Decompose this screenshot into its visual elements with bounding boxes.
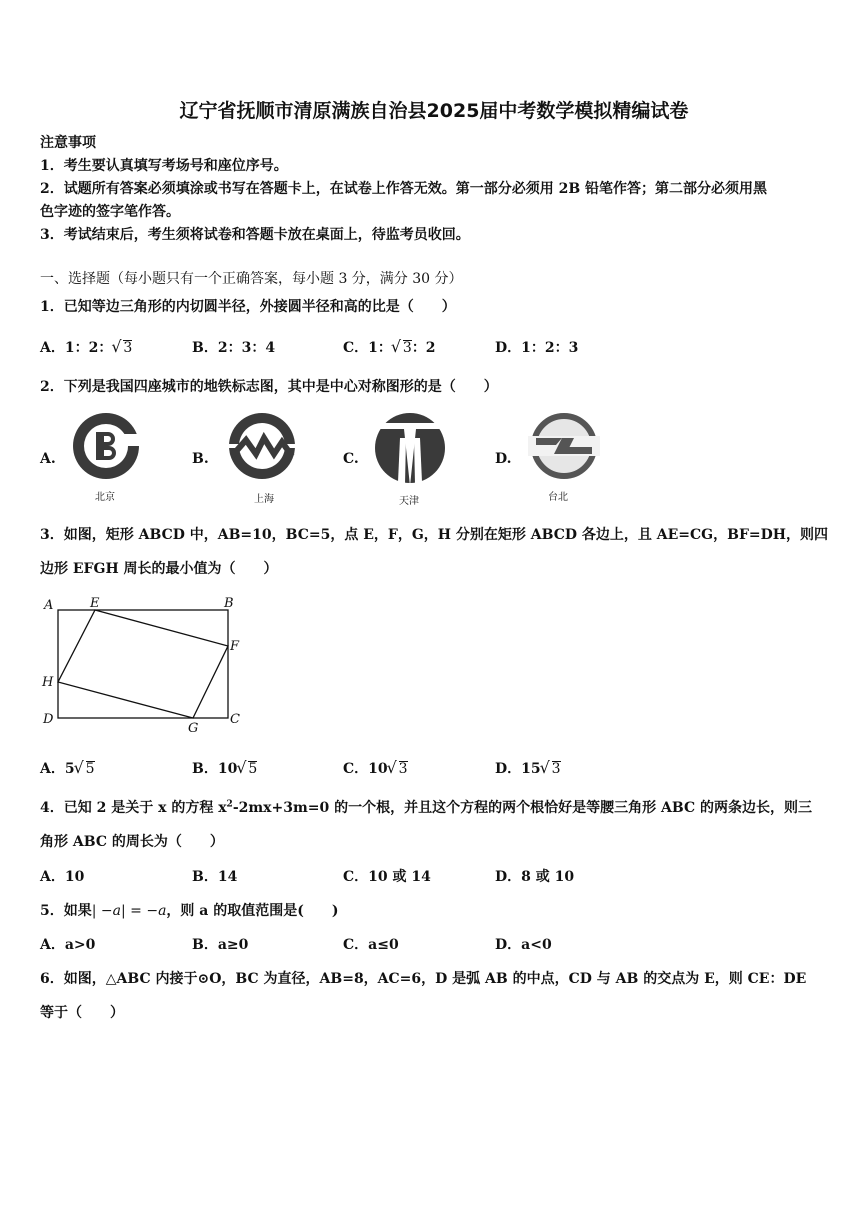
label-E: E [90, 596, 100, 611]
logo-caption: 天津 [399, 496, 419, 507]
q4-option-d[interactable]: D．8 或 10 [495, 869, 575, 885]
note-line: 色字迹的签字笔作答。 [40, 204, 180, 220]
label-D: D [43, 712, 54, 727]
q3-option-a[interactable] [40, 758, 95, 778]
q2-option-a-label[interactable]: A. [40, 451, 56, 467]
q3-option-b[interactable] [192, 758, 257, 778]
q1-option-b[interactable]: B．2：3：4 [192, 340, 276, 356]
sqrt-symbol [75, 761, 95, 777]
notes-heading: 注意事项 [40, 135, 96, 151]
shanghai-subway-logo [222, 408, 302, 484]
logo-caption: 上海 [254, 494, 274, 505]
sqrt-symbol [237, 761, 257, 777]
tianjin-subway-logo [370, 408, 450, 488]
page-title: 辽宁省抚顺市清原满族自治县2025届中考数学模拟精编试卷 [179, 100, 689, 122]
question-6-stem: 等于（ ） [40, 1005, 124, 1021]
option-text: C．1： [343, 340, 392, 356]
question-6-stem: 6．如图，△ABC 内接于⊙O，BC 为直径，AB=8，AC=6，D 是弧 AB 的中点，CD 与 AB 的交点为 E，则 CE：DE [40, 971, 807, 987]
option-text: A．5 [40, 761, 75, 777]
q5-option-d[interactable]: D．a<0 [495, 937, 552, 953]
label-B: B [224, 596, 234, 611]
q3-option-d[interactable] [495, 758, 561, 778]
stem-text: ，则 a 的取值范围是( ) [166, 903, 339, 919]
q1-option-c[interactable] [343, 337, 436, 357]
stem-text: -2mx+3m=0 的一个根，并且这个方程的两个根恰好是等腰三角形 ABC 的两条边长，则三 [232, 800, 812, 816]
option-text: A．1：2： [40, 340, 113, 356]
question-4-stem [40, 797, 812, 817]
q5-option-a[interactable]: A．a>0 [40, 937, 96, 953]
question-5-stem [40, 900, 339, 920]
logo-caption: 台北 [548, 492, 568, 503]
label-H: H [42, 675, 54, 690]
option-text: ：2 [411, 340, 436, 356]
q2-option-c-label[interactable]: C. [343, 451, 359, 467]
superscript: 2 [226, 799, 233, 810]
q1-option-d[interactable]: D．1：2：3 [495, 340, 579, 356]
q2-option-b-label[interactable]: B. [192, 451, 209, 467]
stem-text: 5．如果 [40, 903, 92, 919]
q4-option-c[interactable]: C．10 或 14 [343, 869, 431, 885]
question-4-stem: 角形 ABC 的周长为（ ） [40, 834, 224, 850]
q2-option-d-label[interactable]: D. [495, 451, 512, 467]
radicand: 3 [402, 340, 412, 356]
note-line: 3．考试结束后，考生须将试卷和答题卡放在桌面上，待监考员收回。 [40, 227, 470, 243]
beijing-subway-logo [66, 408, 146, 484]
question-3-stem: 3．如图，矩形 ABCD 中，AB=10，BC=5，点 E，F，G，H 分别在矩形 ABCD 各边上，且 AE=CG，BF=DH，则四 [40, 527, 828, 543]
note-line: 1．考生要认真填写考场号和座位序号。 [40, 158, 288, 174]
question-3-stem: 边形 EFGH 周长的最小值为（ ） [40, 561, 278, 577]
q5-option-c[interactable]: C．a≤0 [343, 937, 399, 953]
radicand: 5 [85, 761, 95, 777]
q1-option-a[interactable] [40, 337, 132, 357]
radicand: 5 [248, 761, 258, 777]
sqrt-symbol [388, 761, 408, 777]
sqrt-symbol [541, 761, 561, 777]
note-line: 2．试题所有答案必须填涂或书写在答题卡上，在试卷上作答无效。第一部分必须用 2B 铅笔作答；第二部分必须用黑 [40, 181, 768, 197]
radicand: 3 [551, 761, 561, 777]
question-1-stem: 1．已知等边三角形的内切圆半径，外接圆半径和高的比是（ ） [40, 299, 456, 315]
sqrt-symbol [392, 340, 412, 356]
q4-option-b[interactable]: B．14 [192, 869, 238, 885]
taipei-subway-logo [522, 408, 606, 484]
q3-rectangle-figure [38, 592, 252, 738]
option-text: D．15 [495, 761, 541, 777]
label-A: A [44, 598, 54, 613]
option-text: B．10 [192, 761, 238, 777]
q5-option-b[interactable]: B．a≥0 [192, 937, 249, 953]
label-C: C [230, 712, 240, 727]
math-expression: | −a| = −a [91, 903, 167, 919]
label-F: F [230, 639, 240, 654]
section-heading: 一、选择题（每小题只有一个正确答案，每小题 3 分，满分 30 分） [40, 271, 463, 287]
q3-option-c[interactable] [343, 758, 408, 778]
stem-text: 4．已知 2 是关于 x 的方程 x [40, 800, 227, 816]
question-2-stem: 2．下列是我国四座城市的地铁标志图，其中是中心对称图形的是（ ） [40, 379, 498, 395]
radicand: 3 [398, 761, 408, 777]
logo-caption: 北京 [95, 492, 115, 503]
q4-option-a[interactable]: A．10 [40, 869, 85, 885]
option-text: C．10 [343, 761, 388, 777]
sqrt-symbol [112, 340, 132, 356]
radicand: 3 [123, 340, 133, 356]
label-G: G [188, 721, 199, 736]
